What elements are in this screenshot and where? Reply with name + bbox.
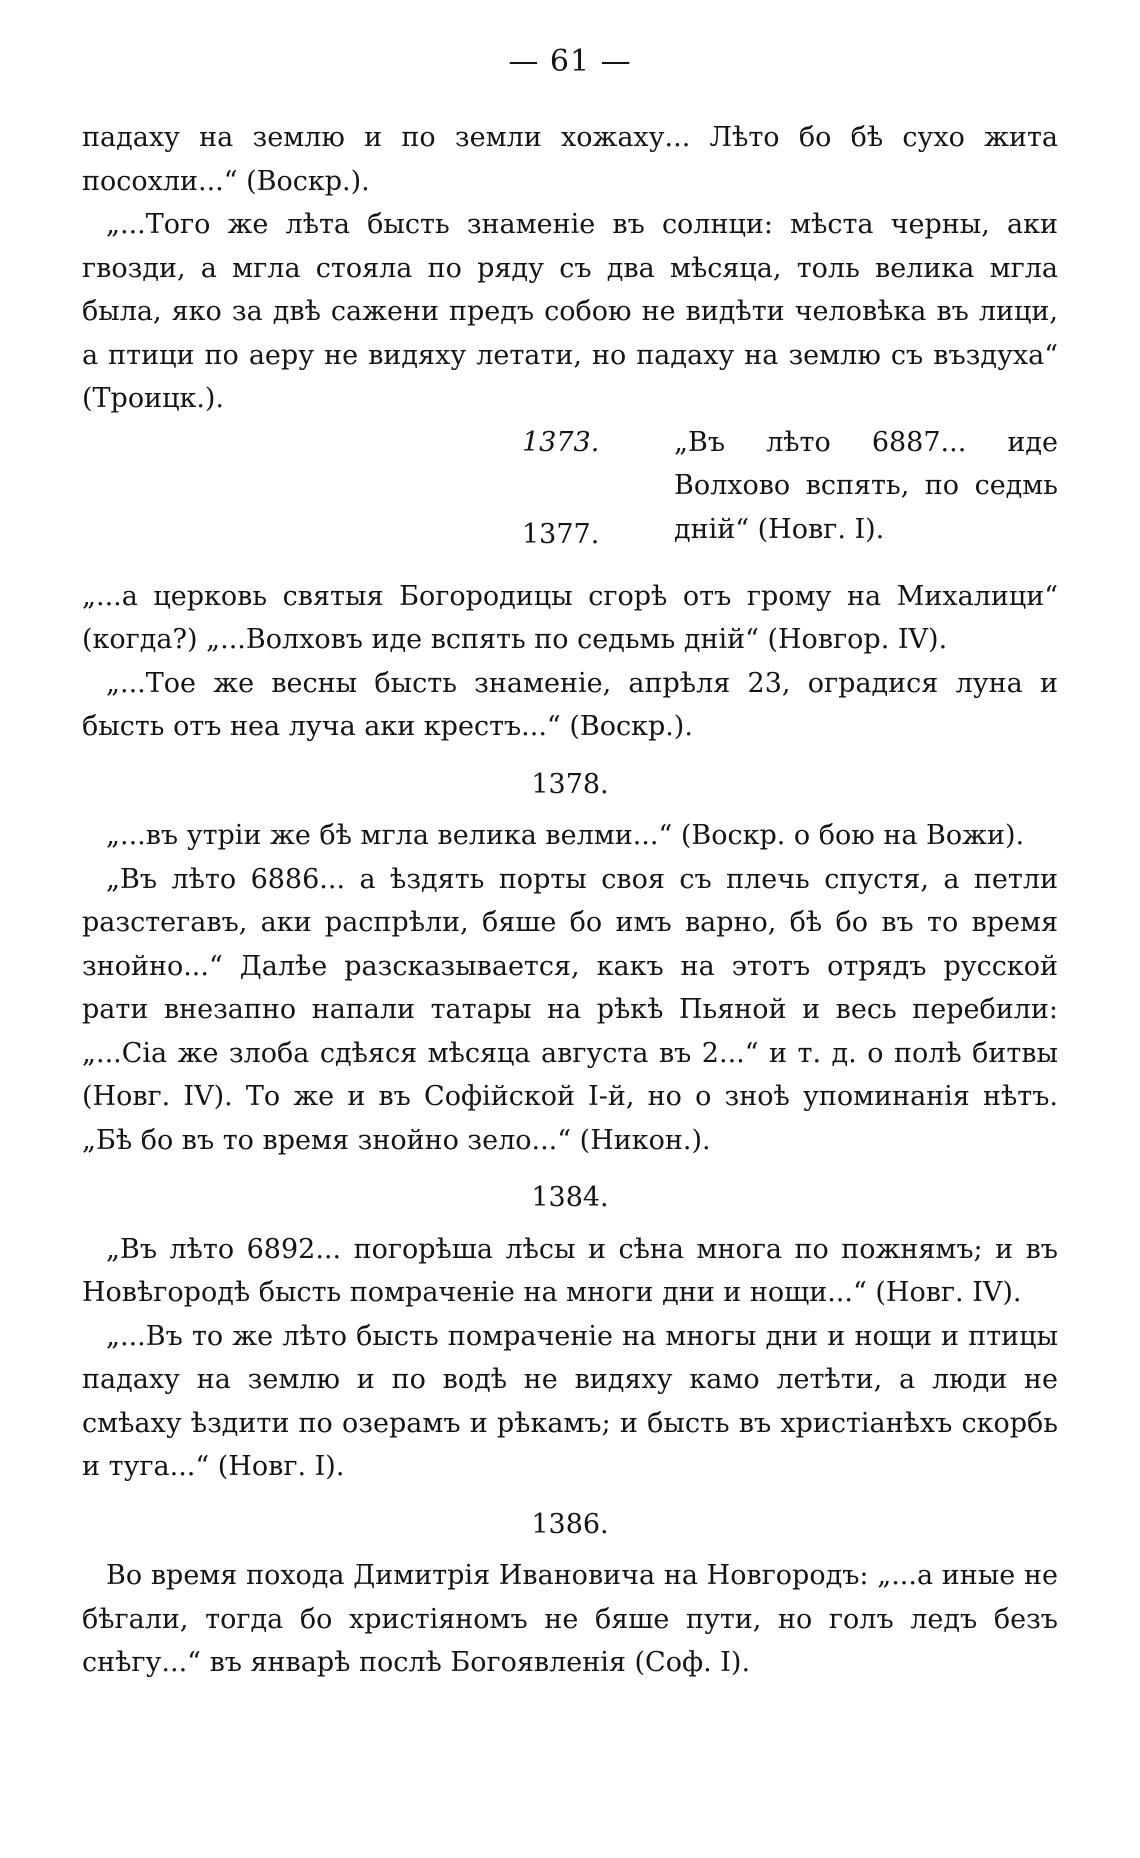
page-body xyxy=(82,116,1058,1685)
year-heading-1377: 1377. xyxy=(522,518,600,550)
year-heading-1378: 1378. xyxy=(531,768,609,800)
paragraph-1378-haze: „...въ утріи же бѣ мгла велика велми...“ (Воскр. о бою на Вожи). xyxy=(106,820,1025,851)
year-heading-1373: 1373. xyxy=(522,426,600,458)
page-number: — 61 — xyxy=(508,44,632,79)
paragraph-continued: падаху на землю и по земли хожаху... Лѣто бо бѣ сухо жита посохли...“ (Воскр.). xyxy=(82,122,1058,197)
paragraph-troitsk-quote: „...Того же лѣта бысть знаменіе въ солнци: мѣста черны, аки гвозди, а мгла стояла по ряду съ два мѣсяца, толь велика мгла была, яко за двѣ сажени предъ собою не видѣти человѣка въ лици, а птици по аеру не видяху летати, но падаху на землю съ въздуха“ (Троицк.). xyxy=(82,209,1058,414)
paragraph-1378-pyana: „Въ лѣто 6886... а ѣздять порты своя съ плечь спустя, а петли разстегавъ, аки распрѣли, бяше бо имъ варно, бѣ бо въ то время знойно...“ Далѣе разсказывается, какъ на этотъ отрядъ русской рати внезапно напали татары на рѣкѣ Пьяной и весь перебили: „...Сіа же злоба сдѣяся мѣсяца августа въ 2...“ и т. д. о полѣ битвы (Новг. IV). То же и въ Софійской I-й, но о знoѣ упоминанія нѣтъ. „Бѣ бо въ то время знойно зело...“ (Никон.). xyxy=(82,863,1058,1156)
paragraph-1377-moon: „...Тое же весны бысть знаменіе, апрѣля 23, оградися луна и бысть отъ неа луча аки крестъ...“ (Воскр.). xyxy=(82,667,1058,742)
section-1373-1377 xyxy=(82,421,1058,571)
year-heading-1384: 1384. xyxy=(531,1182,609,1213)
quote-1373: „Въ лѣто 6887... иде Волхово вспять, по седмь дній“ (Новг. I). xyxy=(674,426,1058,545)
paragraph-1386-campaign: Во время похода Димитрія Ивановича на Новгородъ: „...а иные не бѣгали, тогда бо христіяномъ не бяше пути, но голъ ледъ безъ снѣгу...“ въ январѣ послѣ Богоявленія (Соф. I). xyxy=(82,1560,1058,1678)
paragraph-1377-church: „...а церковь святыя Богородицы сгорѣ отъ грому на Михалици“ (когда?) „...Волховъ иде вспять по седьмь дній“ (Новгор. IV). xyxy=(82,580,1058,655)
paragraph-1384-darkness: „...Въ то же лѣто бысть помраченіе на многы дни и нощи и птицы падаху на землю и по водѣ не видяху камо летѣти, а люди не смѣаху ѣздити по озерамъ и рѣкамъ; и бысть въ христіанѣхъ скорбь и туга...“ (Новг. I). xyxy=(82,1320,1058,1482)
paragraph-1384-forests: „Въ лѣто 6892... погорѣша лѣсы и сѣна многа по пожнямъ; и въ Новѣгородѣ бысть помраченіе на многи дни и нощи...“ (Новг. IV). xyxy=(82,1233,1058,1308)
year-heading-1386: 1386. xyxy=(531,1508,609,1540)
